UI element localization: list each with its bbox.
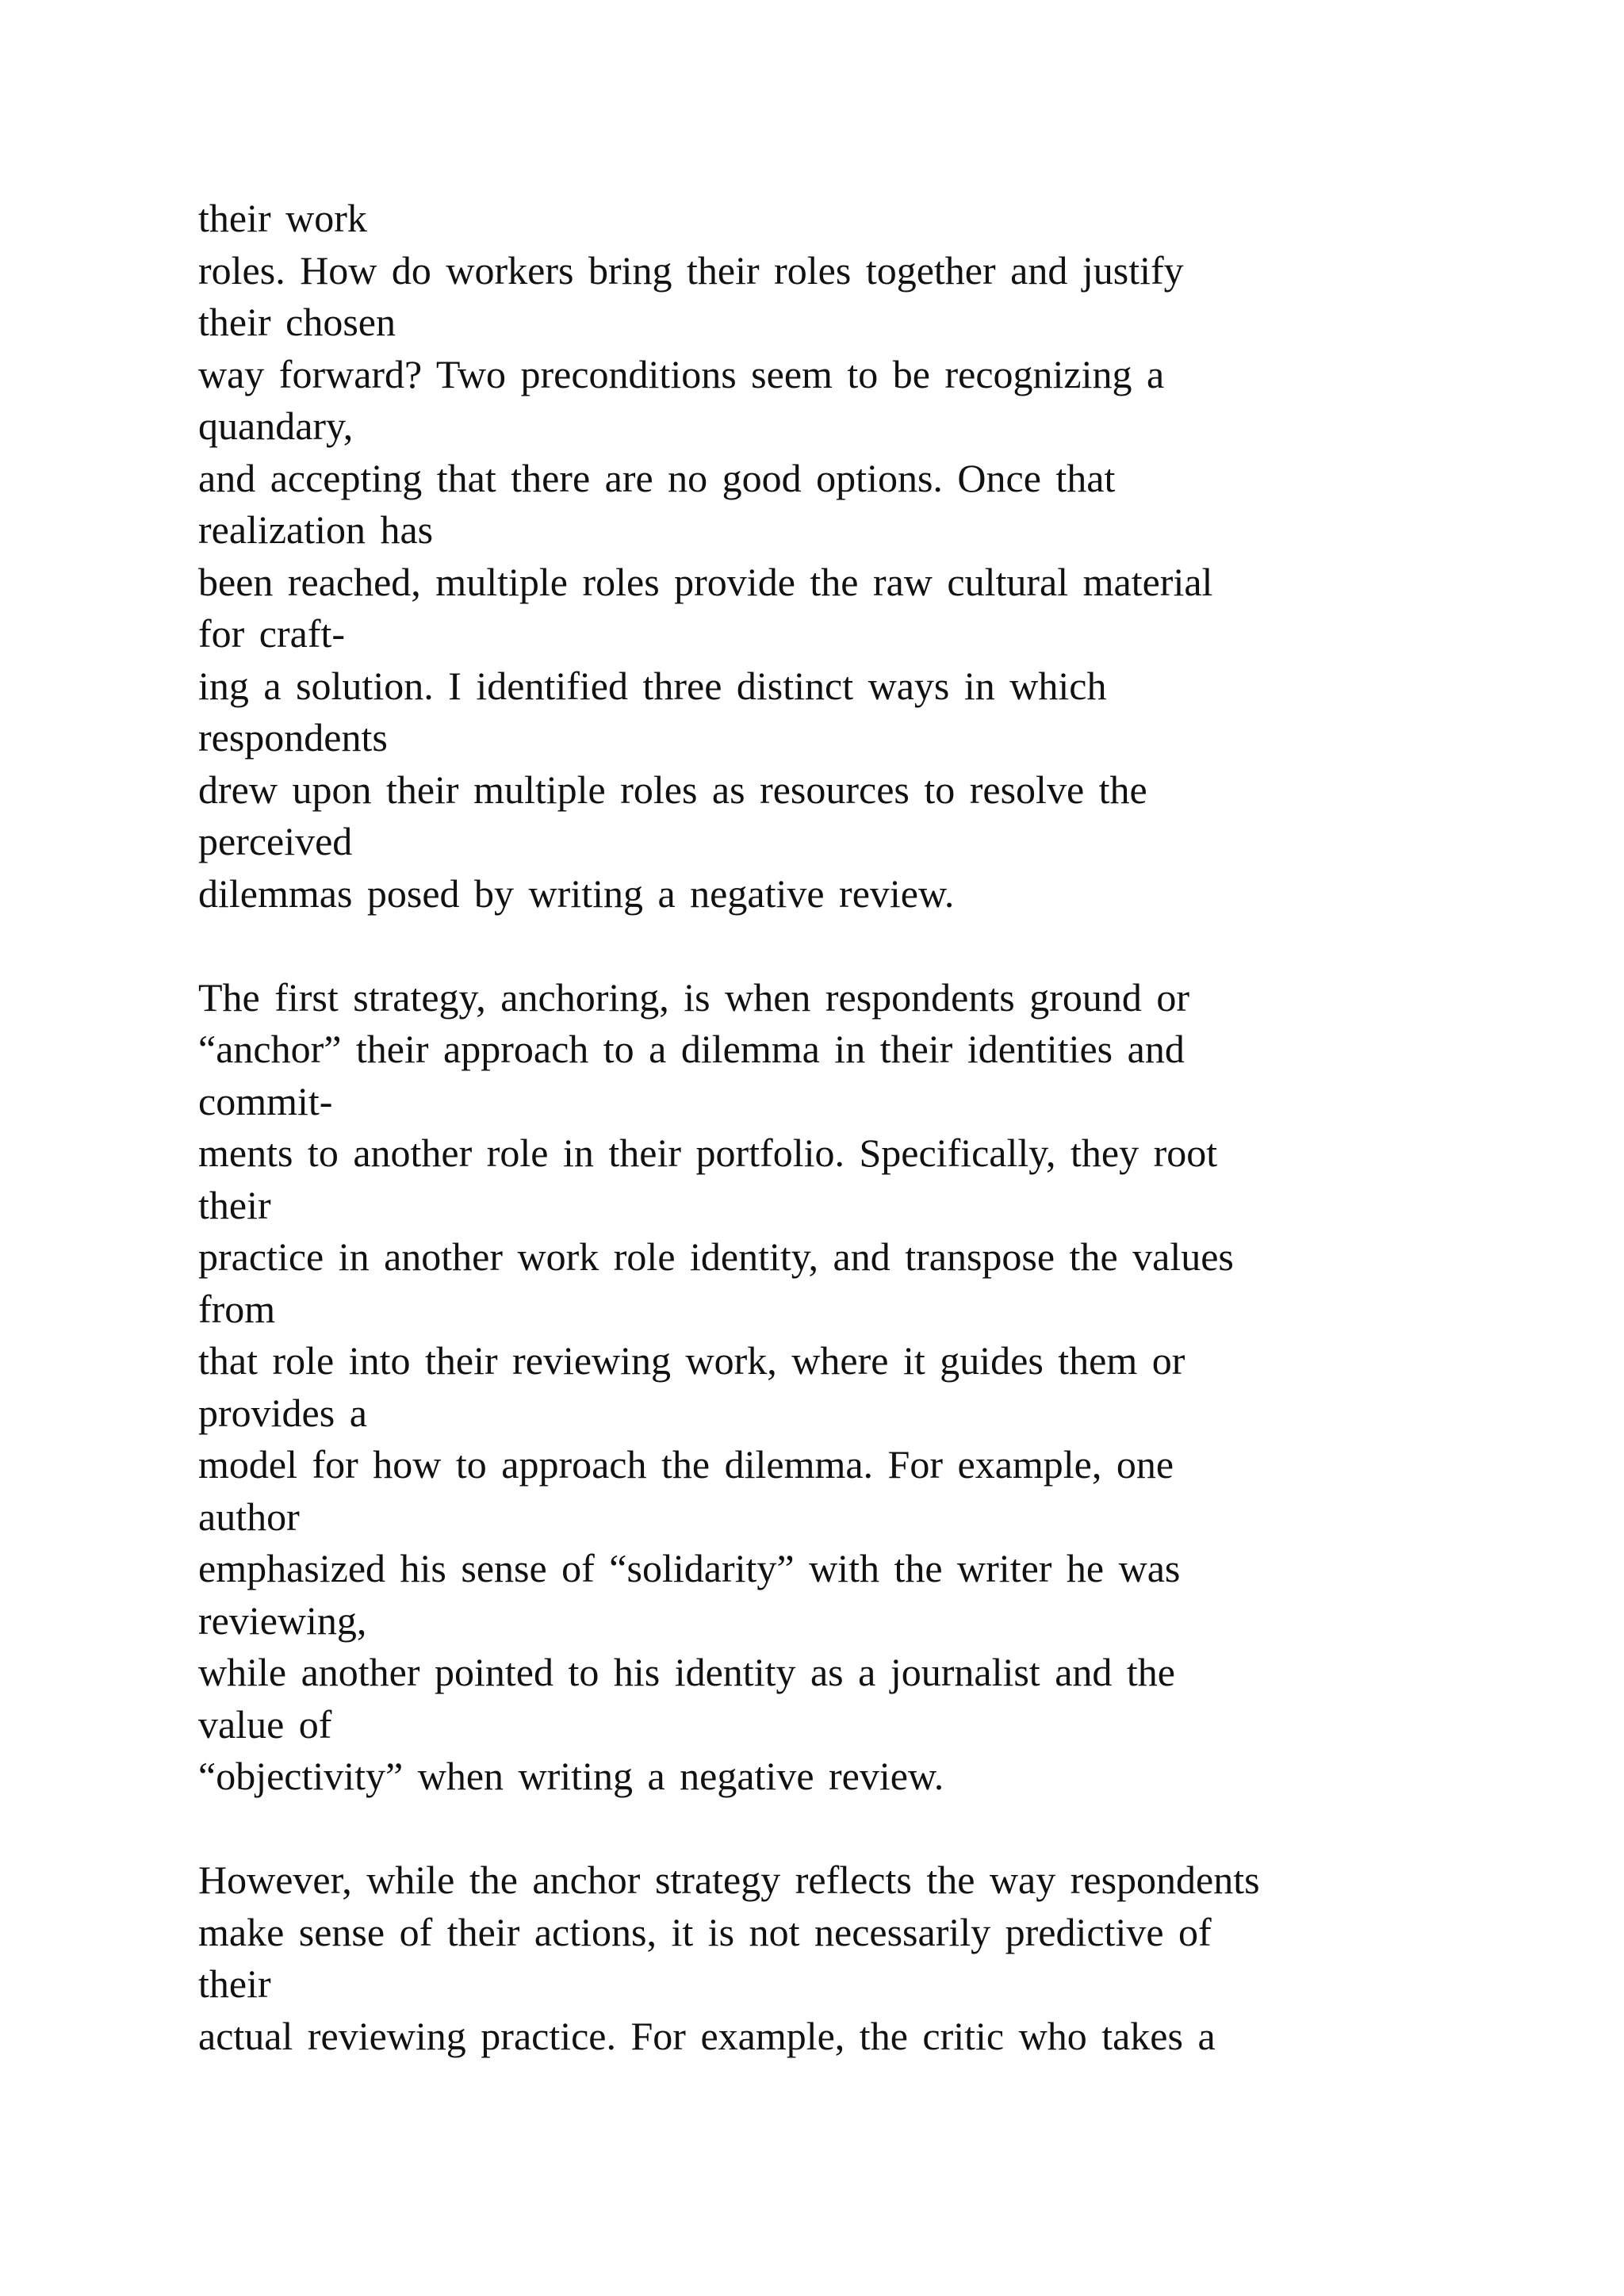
paragraph-gap: [198, 920, 1562, 972]
text-line: that role into their reviewing work, where it guides them or: [198, 1338, 1185, 1383]
text-line: commit-: [198, 1078, 333, 1123]
text-line: from: [198, 1286, 276, 1331]
text-line: The first strategy, anchoring, is when respondents ground or: [198, 974, 1190, 1020]
text-line: actual reviewing practice. For example, the critic who takes a: [198, 2013, 1216, 2058]
text-line: respondents: [198, 715, 388, 760]
text-line: drew upon their multiple roles as resources to resolve the: [198, 767, 1147, 812]
text-line: However, while the anchor strategy reflects the way respondents: [198, 1858, 1260, 1902]
paragraph: [198, 193, 1562, 920]
text-line: provides a: [198, 1390, 367, 1435]
text-line: their work: [198, 196, 367, 240]
text-line: their: [198, 1182, 271, 1227]
text-line: and accepting that there are no good options. Once that: [198, 455, 1116, 500]
paragraph: [198, 1854, 1562, 2062]
text-line: roles. How do workers bring their roles together and justify: [198, 247, 1184, 293]
paragraph: [198, 972, 1562, 1803]
text-line: practice in another work role identity, and transpose the values: [198, 1234, 1234, 1279]
text-line: emphasized his sense of “solidarity” with the writer he was: [198, 1546, 1181, 1590]
text-line: value of: [198, 1701, 332, 1747]
text-line: way forward? Two preconditions seem to be recognizing a: [198, 351, 1165, 396]
text-line: “objectivity” when writing a negative review.: [198, 1754, 944, 1798]
text-line: reviewing,: [198, 1598, 367, 1643]
text-line: while another pointed to his identity as a journalist and the: [198, 1650, 1175, 1694]
text-line: their chosen: [198, 300, 396, 344]
text-line: dilemmas posed by writing a negative review.: [198, 871, 955, 916]
text-line: realization has: [198, 507, 434, 552]
text-line: author: [198, 1494, 300, 1539]
text-line: ments to another role in their portfolio. Specifically, they root: [198, 1131, 1218, 1175]
text-line: make sense of their actions, it is not necessarily predictive of: [198, 1909, 1212, 1954]
text-line: quandary,: [198, 404, 354, 448]
text-line: “anchor” their approach to a dilemma in their identities and: [198, 1027, 1185, 1071]
text-line: their: [198, 1961, 271, 2006]
text-line: for craft-: [198, 611, 346, 656]
text-line: been reached, multiple roles provide the raw cultural material: [198, 559, 1213, 604]
body-text: [198, 193, 1562, 2062]
text-line: model for how to approach the dilemma. For example, one: [198, 1442, 1174, 1487]
text-line: perceived: [198, 819, 353, 863]
text-line: ing a solution. I identified three distinct ways in which: [198, 663, 1107, 708]
paragraph-gap: [198, 1803, 1562, 1855]
